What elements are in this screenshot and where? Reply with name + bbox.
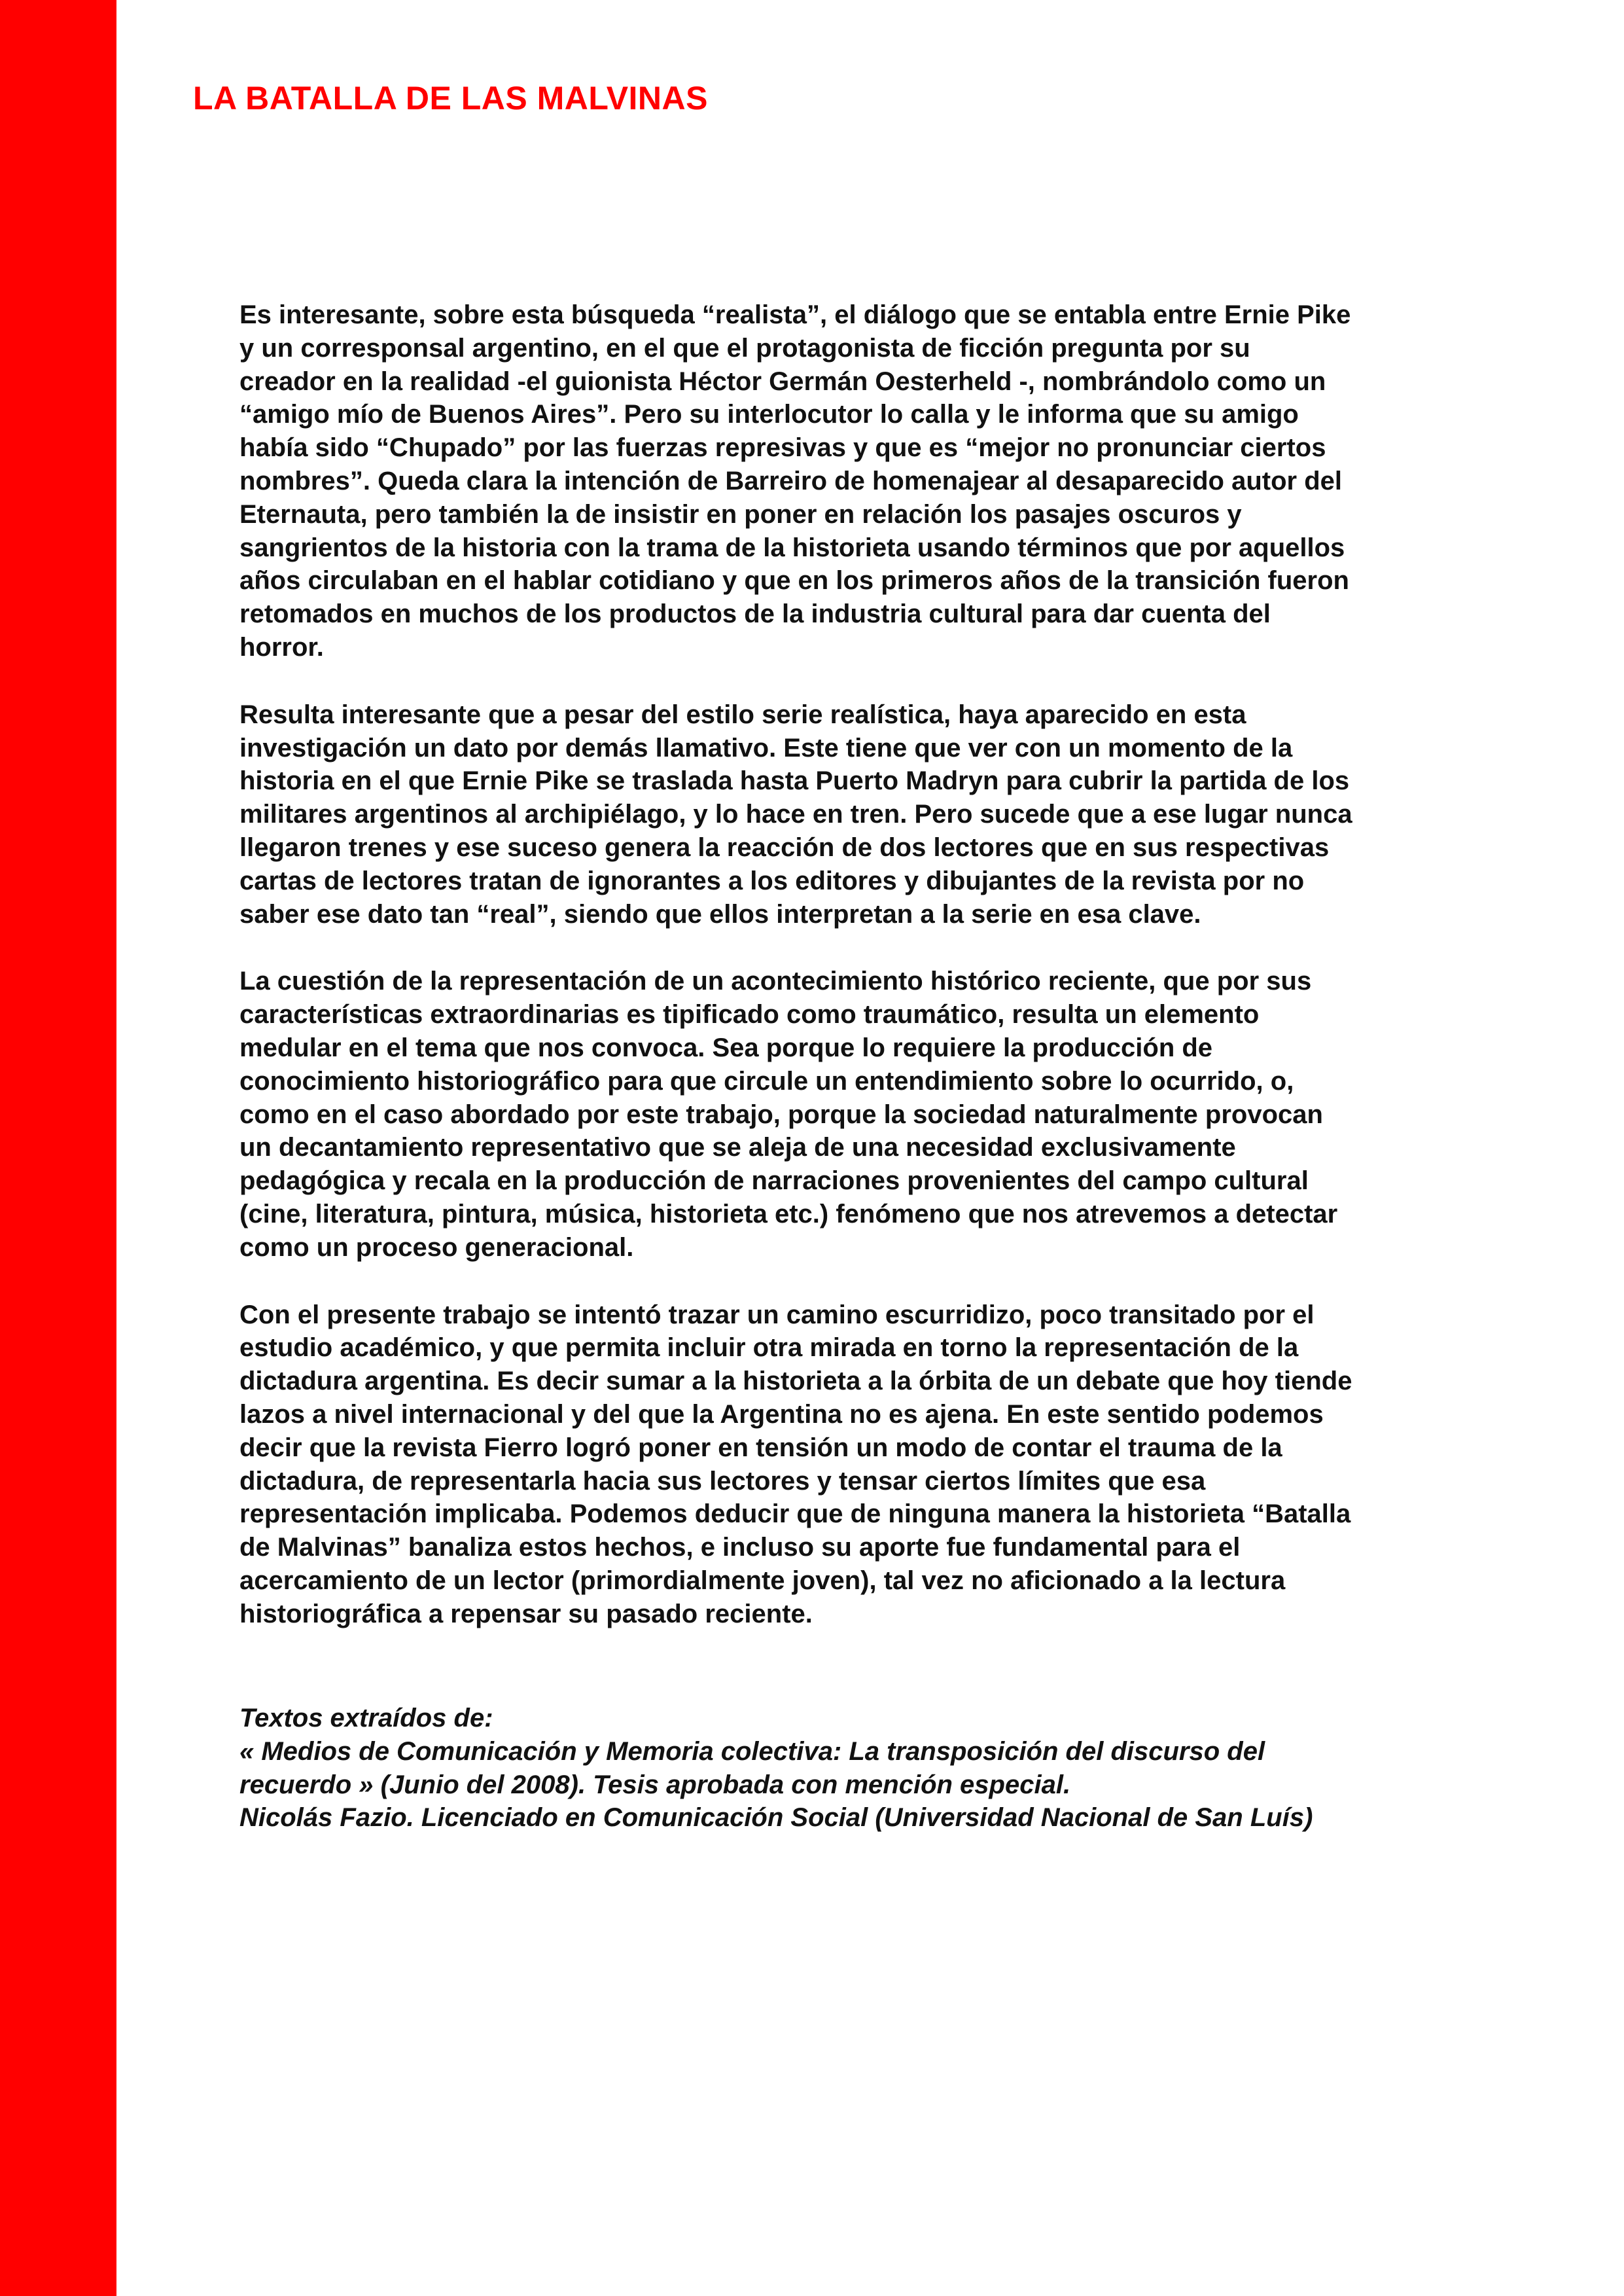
text-line: años circulaban en el hablar cotidiano y que en los primeros años de la transición fueron — [239, 566, 1349, 596]
text-line: decir que la revista Fierro logró poner en tensión un modo de contar el trauma de la — [239, 1433, 1282, 1462]
text-line: dictadura argentina. Es decir sumar a la historieta a la órbita de un debate que hoy tiende — [239, 1367, 1352, 1396]
text-line: lazos a nivel internacional y del que la Argentina no es ajena. En este sentido podemos — [239, 1399, 1324, 1429]
text-line: Es interesante, sobre esta búsqueda “realista”, el diálogo que se entabla entre Ernie Pike — [239, 300, 1351, 329]
text-line: como en el caso abordado por este trabajo, porque la sociedad naturalmente provocan — [239, 1100, 1323, 1129]
text-line: llegaron trenes y ese suceso genera la reacción de dos lectores que en sus respectivas — [239, 833, 1330, 862]
text-line: estudio académico, y que permita incluir otra mirada en torno la representación de la — [239, 1333, 1299, 1363]
text-line: horror. — [239, 632, 324, 662]
text-line: y un corresponsal argentino, en el que el protagonista de ficción pregunta por su — [239, 333, 1250, 363]
text-line: “amigo mío de Buenos Aires”. Pero su interlocutor lo calla y le informa que su amigo — [239, 400, 1299, 429]
text-line: retomados en muchos de los productos de la industria cultural para dar cuenta del — [239, 600, 1271, 629]
text-line: (cine, literatura, pintura, música, historieta etc.) fenómeno que nos atrevemos a detectar — [239, 1199, 1338, 1229]
paragraph-4 — [239, 1299, 1496, 1631]
text-line: características extraordinarias es tipificado como traumático, resulta un elemento — [239, 1000, 1260, 1030]
text-line: Resulta interesante que a pesar del estilo serie realística, haya aparecido en esta — [239, 700, 1246, 729]
credits-author: Nicolás Fazio. Licenciado en Comunicación Social (Universidad Nacional de San Luís) — [239, 1803, 1313, 1833]
text-line: creador en la realidad -el guionista Héctor Germán Oesterheld -, nombrándolo como un — [239, 367, 1326, 396]
text-line: militares argentinos al archipiélago, y lo hace en tren. Pero sucede que a ese lugar nunca — [239, 800, 1352, 829]
text-line: investigación un dato por demás llamativo. Este tiene que ver con un momento de la — [239, 733, 1293, 762]
page-title: LA BATALLA DE LAS MALVINAS — [193, 80, 708, 117]
text-line: nombres”. Queda clara la intención de Barreiro de homenajear al desaparecido autor del — [239, 466, 1342, 495]
credits-line: recuerdo » (Junio del 2008). Tesis aprobada con mención especial. — [239, 1770, 1071, 1799]
text-line: historiográfica a repensar su pasado reciente. — [239, 1599, 813, 1628]
article-body — [239, 298, 1496, 1664]
text-line: como un proceso generacional. — [239, 1232, 634, 1262]
text-line: Eternauta, pero también la de insistir en poner en relación los pasajes oscuros y — [239, 499, 1242, 529]
text-line: La cuestión de la representación de un acontecimiento histórico reciente, que por sus — [239, 967, 1312, 996]
text-line: representación implicaba. Podemos deducir que de ninguna manera la historieta “Batalla — [239, 1499, 1351, 1529]
text-line: un decantamiento representativo que se aleja de una necesidad exclusivamente — [239, 1133, 1236, 1162]
paragraph-2 — [239, 698, 1496, 931]
text-line: Con el presente trabajo se intentó trazar un camino escurridizo, poco transitado por el — [239, 1300, 1315, 1329]
text-line: sangrientos de la historia con la trama de la historieta usando términos que por aquellos — [239, 533, 1345, 562]
credits-line: « Medios de Comunicación y Memoria colectiva: La transposición del discurso del — [239, 1736, 1265, 1766]
paragraph-1 — [239, 298, 1496, 664]
text-line: pedagógica y recala en la producción de narraciones provenientes del campo cultural — [239, 1166, 1309, 1196]
red-side-bar — [0, 0, 116, 2296]
text-line: medular en el tema que nos convoca. Sea porque lo requiere la producción de — [239, 1033, 1213, 1062]
text-line: había sido “Chupado” por las fuerzas represivas y que es “mejor no pronunciar ciertos — [239, 433, 1326, 463]
text-line: dictadura, de representarla hacia sus lectores y tensar ciertos límites que esa — [239, 1466, 1206, 1496]
paragraph-3 — [239, 965, 1496, 1264]
credits-heading: Textos extraídos de: — [239, 1704, 493, 1732]
text-line: historia en el que Ernie Pike se traslada hasta Puerto Madryn para cubrir la partida de los — [239, 766, 1350, 796]
text-line: saber ese dato tan “real”, siendo que ellos interpretan a la serie en esa clave. — [239, 899, 1201, 929]
source-credits — [239, 1702, 1535, 1835]
text-line: cartas de lectores tratan de ignorantes a los editores y dibujantes de la revista por no — [239, 866, 1305, 895]
text-line: acercamiento de un lector (primordialmente joven), tal vez no aficionado a la lectura — [239, 1566, 1286, 1595]
text-line: conocimiento historiográfico para que circule un entendimiento sobre lo ocurrido, o, — [239, 1066, 1294, 1096]
text-line: de Malvinas” banaliza estos hechos, e incluso su aporte fue fundamental para el — [239, 1533, 1241, 1562]
